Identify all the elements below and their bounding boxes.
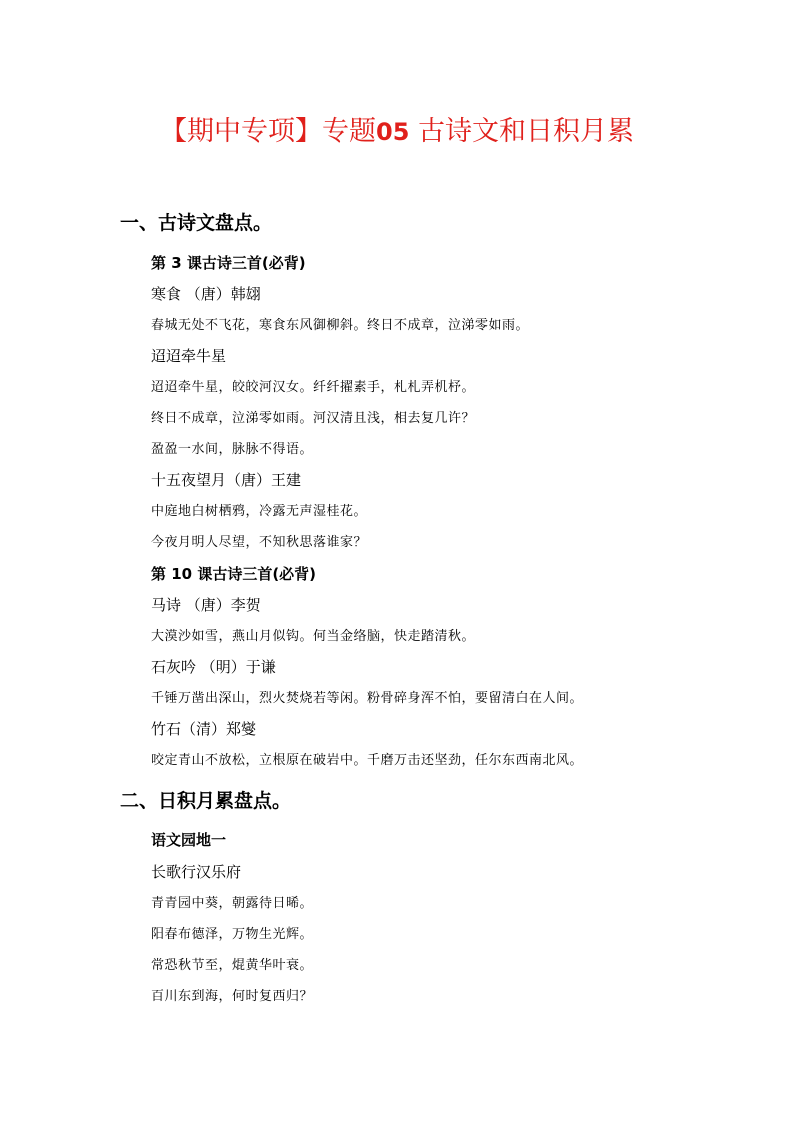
- verse-line: 迢迢牵牛星，皎皎河汉女。纤纤擢素手，札札弄机杼。: [151, 380, 476, 395]
- poem-title: 寒食 （唐）韩翃: [151, 285, 261, 303]
- verse-line: 千锤万凿出深山，烈火焚烧若等闲。粉骨碎身浑不怕，要留清白在人间。: [151, 691, 584, 706]
- poem-title: 长歌行汉乐府: [151, 863, 242, 881]
- poem-title: 竹石（清）郑燮: [151, 720, 257, 738]
- poem-title: 石灰吟 （明）于谦: [151, 658, 276, 676]
- lesson-heading: 第 10 课古诗三首(必背): [151, 565, 317, 583]
- section-heading-accumulation: 二、日积月累盘点。: [120, 790, 292, 812]
- verse-line: 中庭地白树栖鸦，冷露无声湿桂花。: [151, 504, 368, 519]
- verse-line: 青青园中葵，朝露待日晞。: [151, 896, 314, 911]
- verse-line: 常恐秋节至，焜黄华叶衰。: [151, 958, 314, 973]
- title-number: 05: [376, 118, 410, 146]
- verse-line: 今夜月明人尽望，不知秋思落谁家？: [151, 535, 368, 550]
- verse-line: 春城无处不飞花，寒食东风御柳斜。终日不成章，泣涕零如雨。: [151, 318, 530, 333]
- poem-title: 马诗 （唐）李贺: [151, 596, 261, 614]
- title-suffix: 古诗文和日积月累: [418, 116, 634, 147]
- verse-line: 百川东到海，何时复西归？: [151, 989, 314, 1004]
- lesson-heading: 语文园地一: [151, 831, 227, 849]
- section-heading-poems: 一、古诗文盘点。: [120, 212, 273, 234]
- verse-line: 盈盈一水间，脉脉不得语。: [151, 442, 314, 457]
- verse-line: 咬定青山不放松，立根原在破岩中。千磨万击还坚劲，任尔东西南北风。: [151, 753, 584, 768]
- title-prefix: 【期中专项】专题: [160, 116, 376, 147]
- page-title: [0, 112, 794, 152]
- lesson-heading: 第 3 课古诗三首(必背): [151, 254, 306, 272]
- poem-title: 迢迢牵牛星: [151, 347, 227, 365]
- verse-line: 大漠沙如雪，燕山月似钩。何当金络脑，快走踏清秋。: [151, 629, 476, 644]
- poem-title: 十五夜望月（唐）王建: [151, 471, 302, 489]
- verse-line: 终日不成章，泣涕零如雨。河汉清且浅，相去复几许？: [151, 411, 476, 426]
- verse-line: 阳春布德泽，万物生光辉。: [151, 927, 314, 942]
